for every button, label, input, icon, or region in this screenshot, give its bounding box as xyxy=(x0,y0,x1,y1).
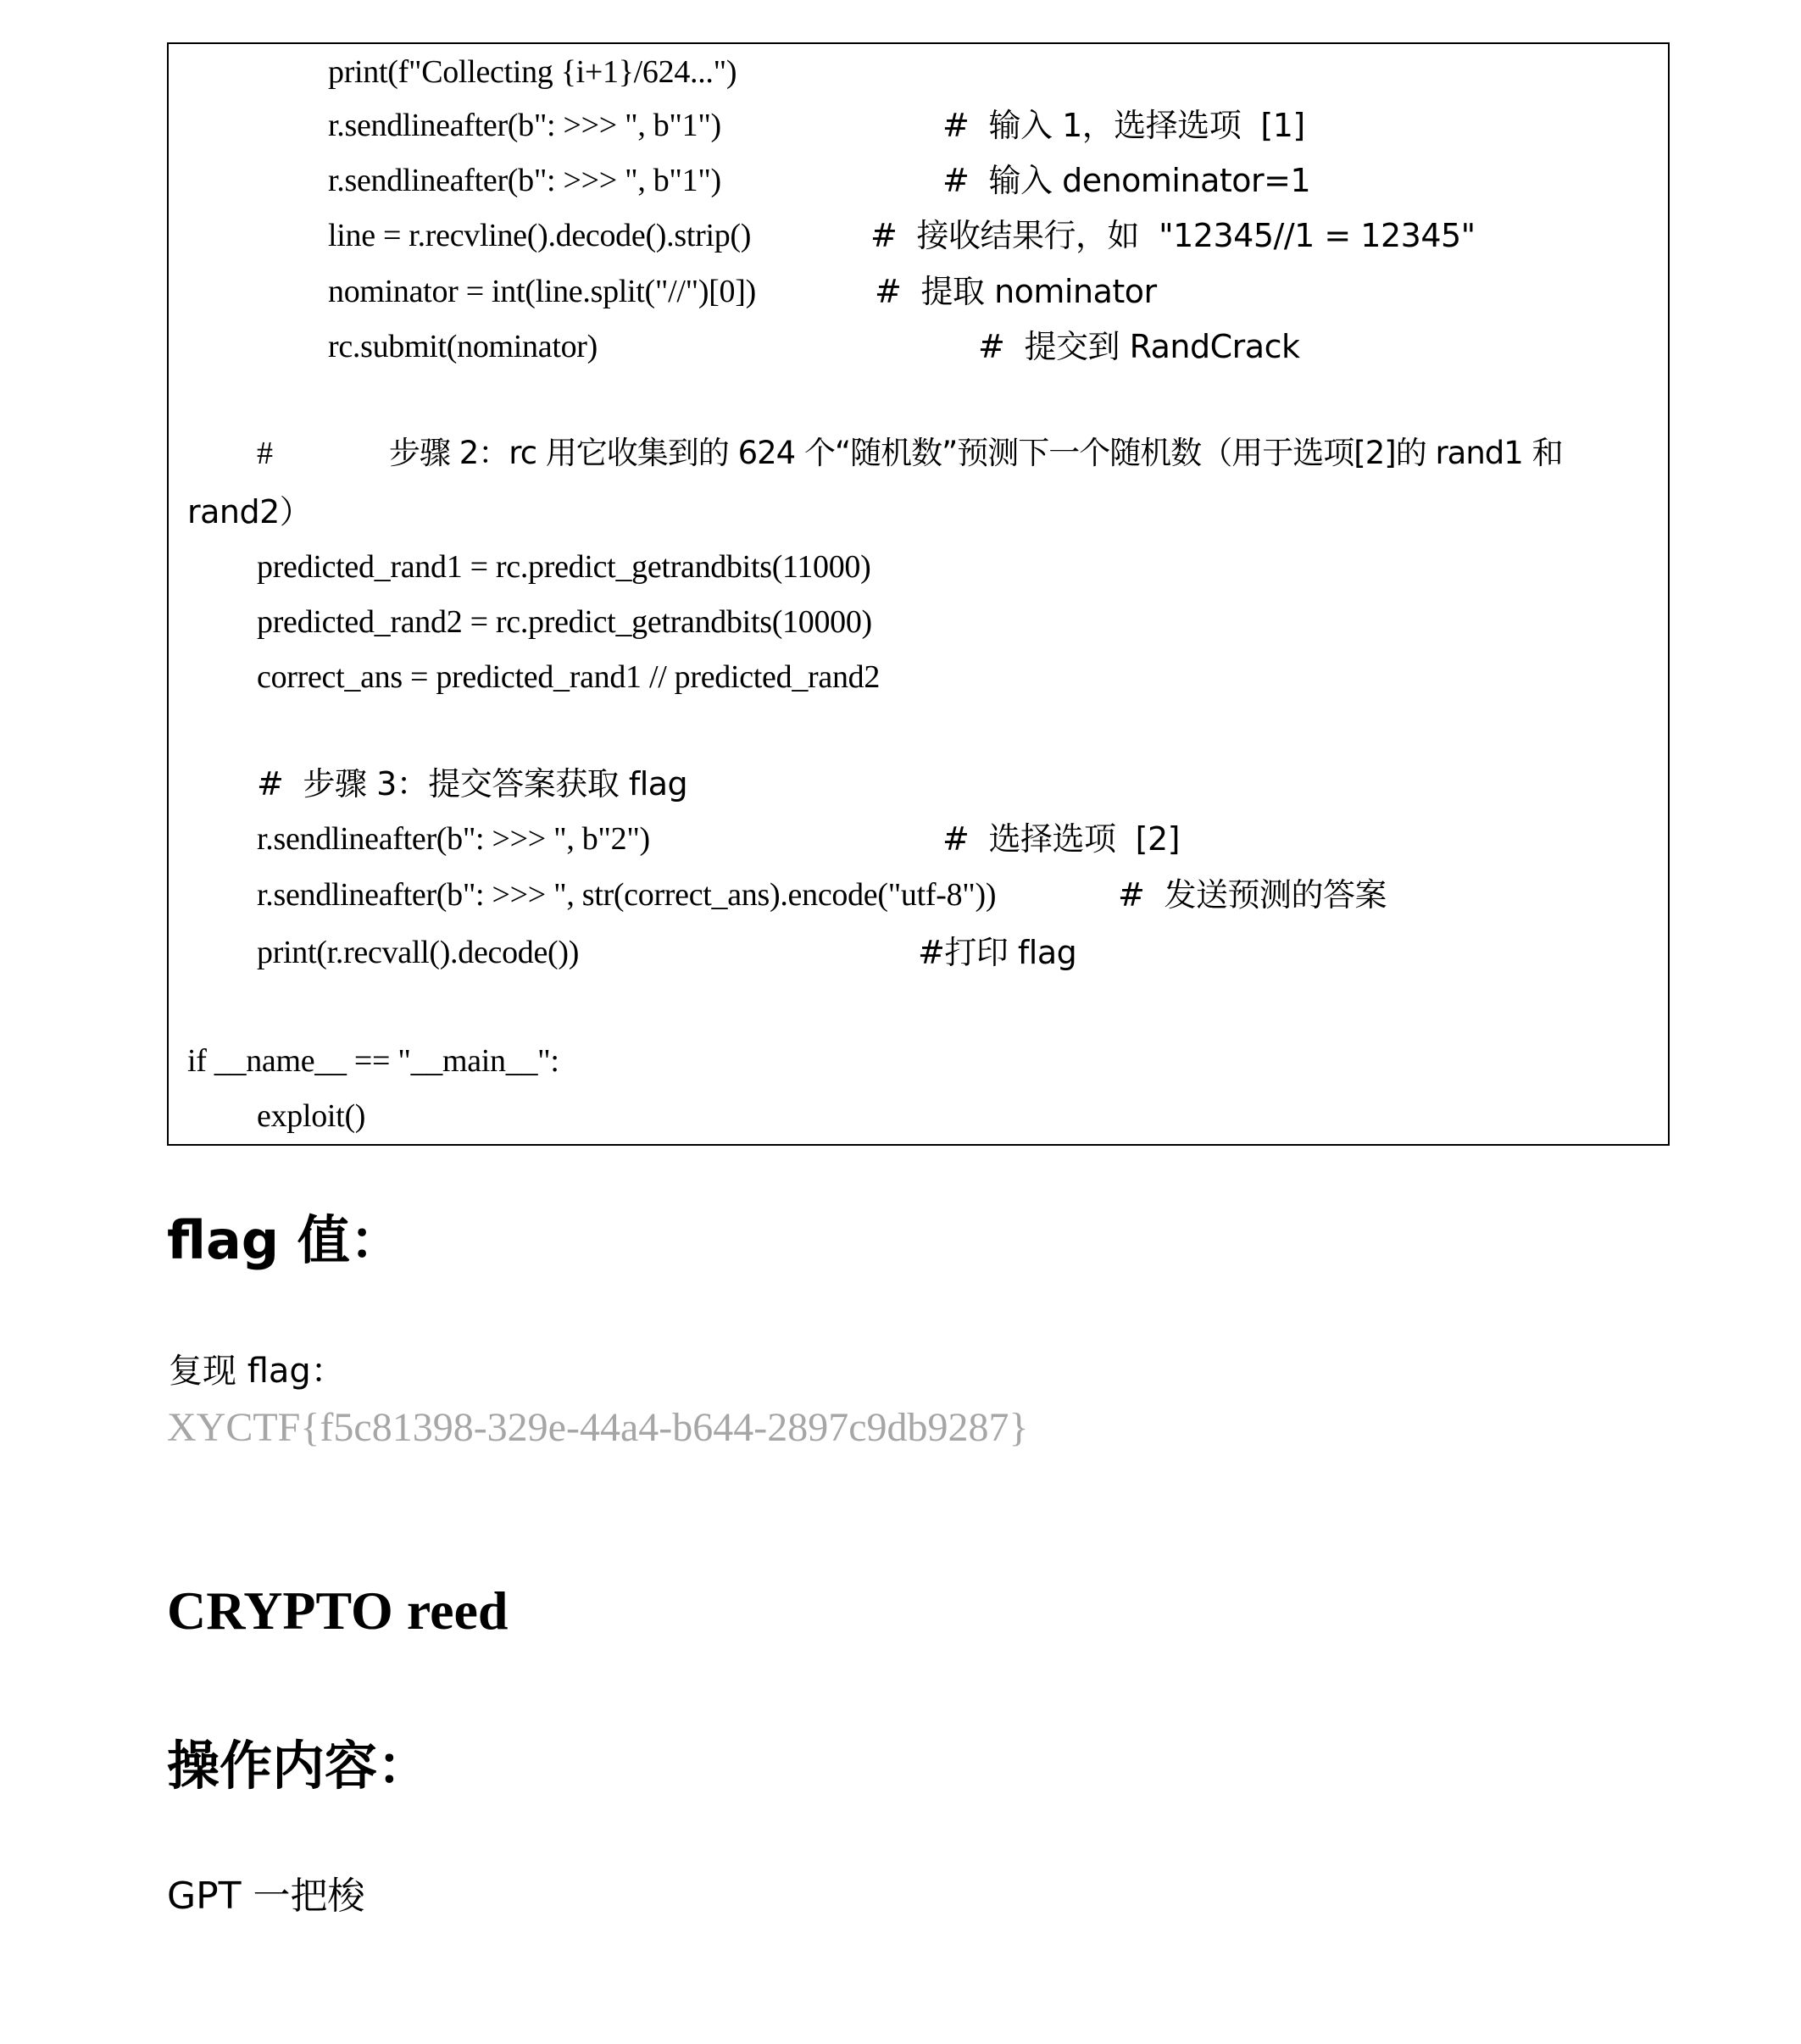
code-line-print-flag: print(r.recvall().decode()) xyxy=(257,935,580,970)
code-line-exploit-call: exploit() xyxy=(257,1098,366,1134)
code-step2-comment-continued: rand2） xyxy=(187,493,312,530)
operation-text: GPT 一把梭 xyxy=(167,1875,365,1918)
code-line-if-main: if __name__ == "__main__": xyxy=(187,1043,559,1079)
code-step2-hash: # xyxy=(257,436,273,471)
code-comment-input-1: # 输入 1，选择选项 [1] xyxy=(942,107,1305,144)
code-line-predicted-rand2: predicted_rand2 = rc.predict_getrandbits(10000) xyxy=(257,604,872,640)
code-comment-print-flag: #打印 flag xyxy=(918,934,1077,971)
code-line-predicted-rand1: predicted_rand1 = rc.predict_getrandbits(11000) xyxy=(257,549,871,585)
code-comment-denominator: # 输入 denominator=1 xyxy=(942,162,1311,199)
code-comment-receive-result: # 接收结果行，如 "12345//1 = 12345" xyxy=(870,217,1476,254)
operation-content-heading: 操作内容： xyxy=(167,1735,431,1797)
flag-value-heading: flag 值： xyxy=(167,1209,403,1271)
code-line-sendline-1b: r.sendlineafter(b": >>> ", b"1") xyxy=(328,163,721,198)
code-line-sendline-answer: r.sendlineafter(b": >>> ", str(correct_ans).encode("utf-8")) xyxy=(257,877,997,913)
code-step3-comment: # 步骤 3：提交答案获取 flag xyxy=(257,765,688,803)
reproduce-flag-label: 复现 flag： xyxy=(169,1352,345,1391)
code-comment-extract-nominator: # 提取 nominator xyxy=(875,273,1157,310)
code-line-submit: rc.submit(nominator) xyxy=(328,329,598,364)
code-line-print-collecting: print(f"Collecting {i+1}/624...") xyxy=(328,54,737,90)
code-step2-comment: 步骤 2：rc 用它收集到的 624 个“随机数”预测下一个随机数（用于选项[2]的 rand1 和 xyxy=(389,435,1563,471)
flag-value-text: XYCTF{f5c81398-329e-44a4-b644-2897c9db9287} xyxy=(167,1405,1029,1450)
code-line-recvline: line = r.recvline().decode().strip() xyxy=(328,218,752,253)
code-comment-submit-randcrack: # 提交到 RandCrack xyxy=(978,328,1300,365)
code-line-nominator: nominator = int(line.split("//")[0]) xyxy=(328,274,756,309)
code-line-sendline-2: r.sendlineafter(b": >>> ", b"2") xyxy=(257,821,650,857)
code-comment-send-answer: # 发送预测的答案 xyxy=(1118,876,1387,914)
crypto-reed-heading: CRYPTO reed xyxy=(167,1580,509,1641)
code-comment-select-2: # 选择选项 [2] xyxy=(942,820,1180,858)
code-block xyxy=(167,42,1670,1146)
code-line-sendline-1a: r.sendlineafter(b": >>> ", b"1") xyxy=(328,108,721,143)
code-line-correct-ans: correct_ans = predicted_rand1 // predicted_rand2 xyxy=(257,659,881,695)
